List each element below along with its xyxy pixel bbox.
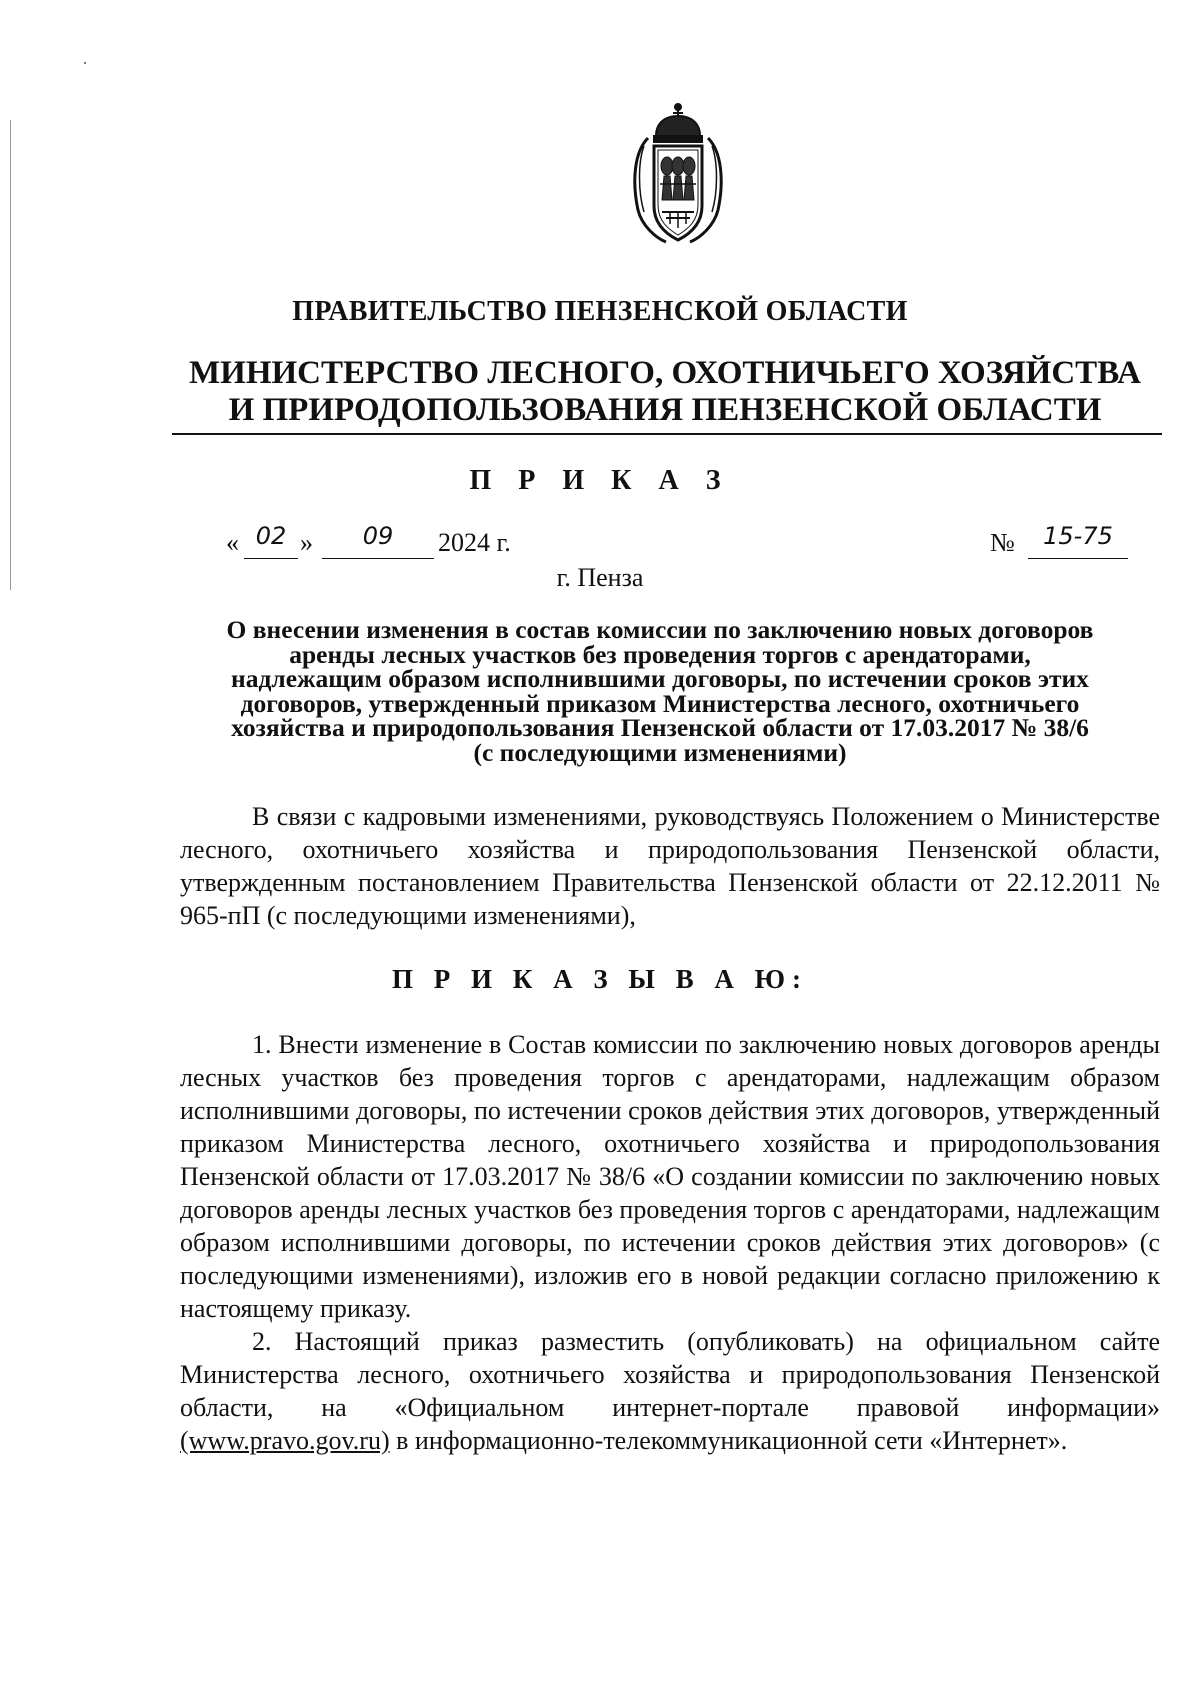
- preamble-paragraph: В связи с кадровыми изменениями, руководствуясь Положением о Министерстве лесного, охотничьего хозяйства и природопользования Пензенской области, утвержденным постановлением Правительства Пензенской области от 22.12.2011 № 965-пП (с последующими изменениями),: [180, 802, 1160, 930]
- penza-coat-of-arms-icon: [626, 102, 730, 250]
- scan-edge-line: [10, 120, 11, 590]
- date-day-underline: [244, 558, 298, 559]
- order-city: г. Пенза: [556, 563, 644, 592]
- date-month-underline: [322, 558, 434, 559]
- date-year: 2024 г.: [438, 528, 511, 557]
- order-item-2-text: 2. Настоящий приказ разместить (опубликовать) на официальном сайте Министерства лесного, охотничьего хозяйства и природопользования Пензенской области, на «Официальном интернет-портале правовой информации»: [180, 1327, 1160, 1422]
- date-quote-open: «: [226, 528, 239, 557]
- subject-line: (с последующими изменениями): [473, 737, 847, 767]
- date-quote-close: »: [300, 528, 313, 557]
- header-divider: [172, 433, 1162, 435]
- pravo-gov-link[interactable]: (www.pravo.gov.ru): [180, 1426, 390, 1455]
- subject-line: хозяйства и природопользования Пензенской области от 17.03.2017 № 38/6: [231, 713, 1089, 742]
- order-number: [990, 522, 1140, 562]
- number-handwritten: 15-75: [1043, 522, 1113, 550]
- ministry-title: [170, 355, 1160, 429]
- preamble: [180, 800, 1160, 932]
- order-subject: [180, 615, 1140, 767]
- subject-line: договоров, утвержденный приказом Министерства лесного, охотничьего: [240, 688, 1080, 718]
- subject-line: О внесении изменения в состав комиссии по заключению новых договоров: [226, 615, 1094, 644]
- order-item-2-text-end: в информационно-телекоммуникационной сети «Интернет».: [389, 1426, 1068, 1455]
- order-item-1: 1. Внести изменение в Состав комиссии по заключению новых договоров аренды лесных участков без проведения торгов с арендаторами, надлежащим образом исполнившими договоры, по истечении сроков действия этих договоров, утвержденный приказом Министерства лесного, охотничьего хозяйства и природопользования Пензенской области от 17.03.2017 № 38/6 «О создании комиссии по заключению новых договоров аренды лесных участков без проведения торгов с арендаторами, надлежащим образом исполнившими договоры, по истечении сроков действия этих договоров» (с последующими изменениями), изложив его в новой редакции согласно приложению к настоящему приказу.: [180, 1030, 1160, 1323]
- order-item-2: [180, 1325, 1160, 1457]
- subject-line: аренды лесных участков без проведения торгов с арендаторами,: [289, 639, 1031, 669]
- government-title: ПРАВИТЕЛЬСТВО ПЕНЗЕНСКОЙ ОБЛАСТИ: [292, 296, 908, 327]
- order-items: [180, 1028, 1160, 1457]
- decree-heading: П Р И К А З Ы В А Ю:: [392, 964, 808, 994]
- scan-speck: [84, 62, 86, 64]
- date-month-handwritten: 09: [362, 522, 394, 550]
- subject-line: надлежащим образом исполнившими договоры, по истечении сроков этих: [231, 664, 1089, 693]
- ministry-title-line2: И ПРИРОДОПОЛЬЗОВАНИЯ ПЕНЗЕНСКОЙ ОБЛАСТИ: [228, 392, 1102, 428]
- date-day-handwritten: 02: [255, 522, 287, 550]
- ministry-title-line1: МИНИСТЕРСТВО ЛЕСНОГО, ОХОТНИЧЬЕГО ХОЗЯЙСТВА: [189, 355, 1141, 391]
- number-label: №: [990, 528, 1015, 557]
- number-underline: [1028, 558, 1128, 559]
- order-title: П Р И К А З: [469, 465, 731, 496]
